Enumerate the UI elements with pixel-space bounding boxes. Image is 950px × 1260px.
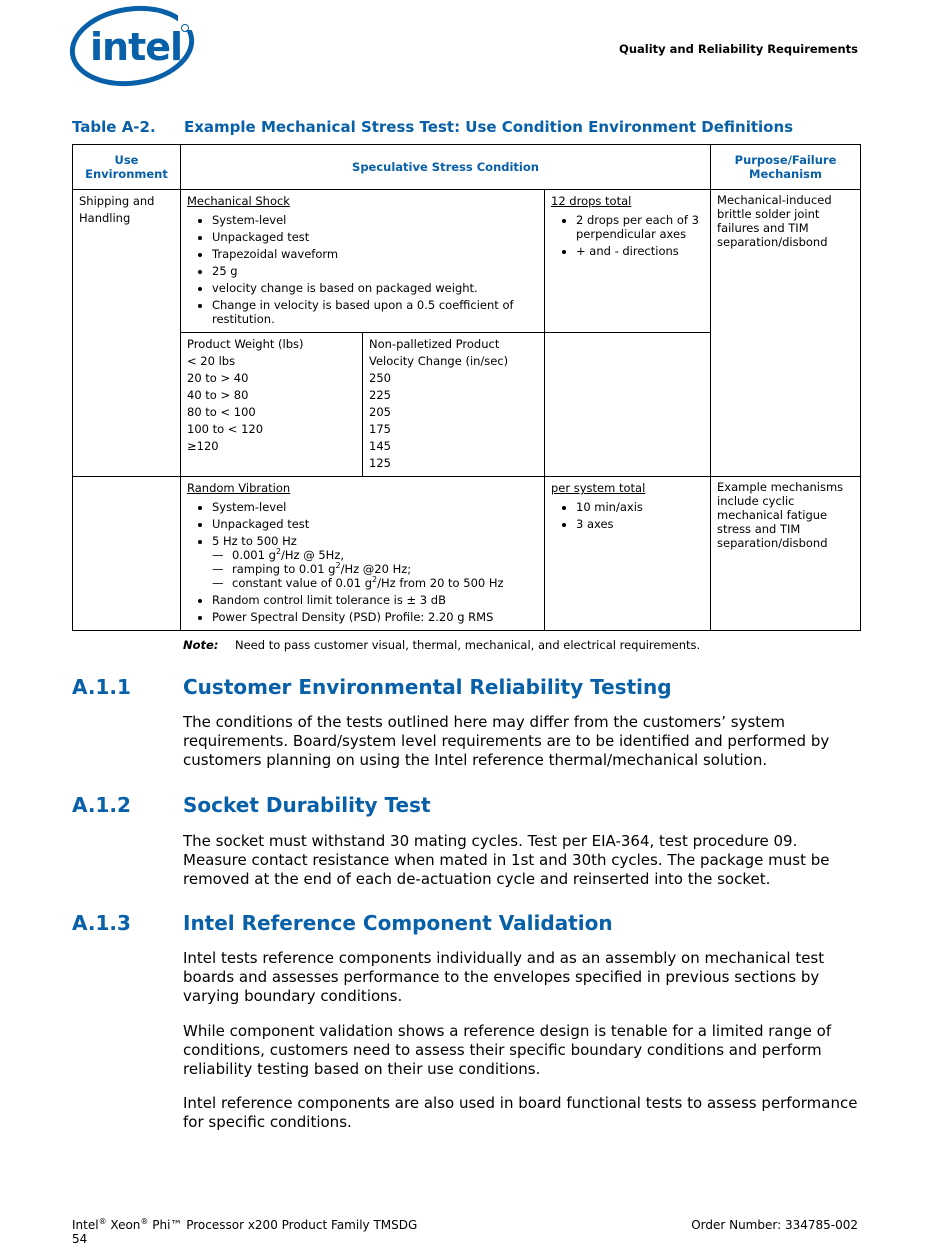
page-number: 54 [72,1232,88,1246]
random-vibration-cell [181,477,545,631]
table-row [73,190,861,333]
weight-value: ≥120 [187,439,219,453]
header-stress-condition: Speculative Stress Condition [181,145,711,190]
footer-product-name: Intel® Xeon® Phi™ Processor x200 Product Family TMSDG [72,1217,418,1232]
paragraph: Intel tests reference components individually and as an assembly on mechanical test boards and assesses performance to the envelopes specified in previous sections by varying boundary conditions. [183,949,825,1005]
list-item: — constant value of 0.01 $g^2/Hz$ from 20 to 500 Hz [232,576,538,590]
vibration-title: Random Vibration [187,481,291,495]
weight-cell [181,333,363,477]
velocity-header-line2: Velocity Change (in/sec) [369,354,509,368]
weight-value: < 20 lbs [187,354,236,368]
velocity-value: 125 [369,456,391,470]
vibration-list [187,500,538,624]
note-label: Note: [183,638,219,652]
shipping-purpose-cell: Mechanical-induced brittle solder joint failures and TIM separation/disbond [711,190,861,477]
running-header: Quality and Reliability Requirements [619,42,858,56]
shock-title: Mechanical Shock [187,194,290,208]
table-note [183,638,700,652]
weight-value: 80 to < 100 [187,405,256,419]
empty-cell [73,477,181,631]
mechanical-shock-cell [181,190,545,333]
list-item: • Unpackaged test [212,230,538,244]
section-title: Socket Durability Test [183,793,431,817]
list-item: • Unpackaged test [212,517,538,531]
table-title: Example Mechanical Stress Test: Use Condition Environment Definitions [184,118,794,136]
footer-product [72,1218,417,1246]
weight-value: 100 to < 120 [187,422,264,436]
weight-header: Product Weight (lbs) [187,337,304,351]
table-number: Table A-2. [72,118,156,136]
order-number: Order Number: 334785-002 [691,1218,858,1232]
section-heading [72,793,431,817]
list-item: • 25 g [212,264,538,278]
list-item: • System-level [212,213,538,227]
empty-cell [545,333,711,477]
velocity-cell [363,333,545,477]
list-item: — 0.001 $g^2/Hz$ @ 5Hz, [232,548,538,562]
weight-value: 20 to > 40 [187,371,249,385]
drops-list [551,213,704,258]
paragraph: Intel reference components are also used in board functional tests to assess performance for specific conditions. [183,1094,858,1131]
frequency-range: 5 Hz to 500 Hz [212,534,297,548]
stress-test-table [72,144,861,631]
list-item: • Trapezoidal waveform [212,247,538,261]
logo-text: intel [90,25,183,69]
list-item: • 3 axes [576,517,704,531]
paragraph: While component validation shows a reference design is tenable for a limited range of conditions, customers need to assess their specific boundary conditions and perform reliability testing based on their use conditions. [183,1022,832,1078]
shipping-environment-cell: Shipping and Handling [73,190,181,477]
intel-logo [68,2,200,88]
note-text: Need to pass customer visual, thermal, mechanical, and electrical requirements. [235,638,701,652]
drops-title: 12 drops total [551,194,632,208]
duration-list [551,500,704,531]
paragraph: The conditions of the tests outlined here may differ from the customers’ system requirements. Board/system level requirements are to be identified and performed by customers planning on using the Intel reference thermal/mechanical solution. [183,713,830,769]
table-header-row [73,145,861,190]
section-heading [72,911,613,935]
list-item: • 2 drops per each of 3 perpendicular axes [576,213,704,241]
velocity-value: 175 [369,422,391,436]
list-item [212,534,538,590]
section-number: A.1.1 [72,675,131,699]
velocity-value: 250 [369,371,391,385]
duration-title: per system total [551,481,646,495]
list-item: • Random control limit tolerance is ± 3 dB [212,593,538,607]
drops-cell [545,190,711,333]
velocity-header-line1: Non-palletized Product [369,337,500,351]
section-number: A.1.3 [72,911,131,935]
header-purpose: Purpose/Failure Mechanism [711,145,861,190]
velocity-value: 145 [369,439,391,453]
shock-list [187,213,538,326]
list-item: — ramping to 0.01 $g^2/Hz$ @20 Hz; [232,562,538,576]
weight-value: 40 to > 80 [187,388,249,402]
list-item: • System-level [212,500,538,514]
table-caption [72,118,793,136]
list-item: • + and - directions [576,244,704,258]
header-use-environment: Use Environment [73,145,181,190]
psd-sublist [212,548,538,590]
paragraph: The socket must withstand 30 mating cycles. Test per EIA-364, test procedure 09. Measure contact resistance when mated in 1st and 30th cycles. The package must be removed at the end of each de-actuation cycle and reinserted into the socket. [183,832,830,888]
section-heading [72,675,672,699]
list-item: • Change in velocity is based upon a 0.5 coefficient of restitution. [212,298,538,326]
section-title: Intel Reference Component Validation [183,911,613,935]
table-row [73,477,861,631]
velocity-value: 205 [369,405,391,419]
section-title: Customer Environmental Reliability Testing [183,675,672,699]
velocity-value: 225 [369,388,391,402]
vibration-purpose-cell: Example mechanisms include cyclic mechanical fatigue stress and TIM separation/disbond [711,477,861,631]
section-number: A.1.2 [72,793,131,817]
list-item: • velocity change is based on packaged weight. [212,281,538,295]
list-item: • Power Spectral Density (PSD) Profile: 2.20 g RMS [212,610,538,624]
list-item: • 10 min/axis [576,500,704,514]
vibration-duration-cell [545,477,711,631]
